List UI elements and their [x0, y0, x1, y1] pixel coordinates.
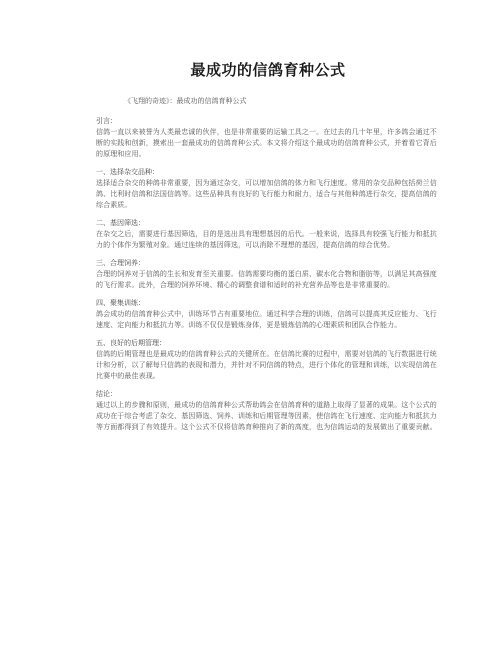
document-subtitle: 《飞翔的奇迹》：最成功的信鸽育种公式	[124, 97, 247, 105]
section-body: 信鸽的后期管理也是最成功的信鸽育种公式的关键所在。在信鸽比赛的过程中，需要对信鸽的飞行数据进行统计和分析，以了解每只信鸽的表现和潜力，并针对不同信鸽的特点，进行个体化的管理和训练，以实现信鸽在比赛中的最佳表现。	[96, 350, 437, 380]
section-body: 在杂交之后，需要进行基因筛选，目的是选出具有理想基因的后代。一般来说，选择具有较强飞行能力和抵抗力的个体作为繁殖对象。通过连续的基因筛选，可以消除不理想的基因，提高信鸽的综合优势。	[96, 230, 437, 249]
section-heading: 一、选择杂交品种：	[96, 168, 159, 176]
section-2	[96, 218, 438, 251]
section-3	[96, 258, 438, 291]
section-heading: 结论：	[96, 390, 117, 398]
subtitle-wrap	[96, 96, 438, 107]
document-title: 最成功的信鸽育种公式	[190, 61, 346, 79]
section-conclusion	[96, 389, 438, 433]
section-heading: 五、良好的后期管理：	[96, 339, 166, 347]
section-5	[96, 338, 438, 382]
section-1	[96, 167, 438, 211]
section-body: 信鸽一直以来被誉为人类最忠诚的伙伴，也是非常重要的运输工具之一。在过去的几十年里，许多鸽会通过不断的实践和创新，摸索出一套最成功的信鸽育种公式。本文将介绍这个最成功的信鸽育种公式，并着看它背后的原理和应用。	[96, 128, 437, 158]
section-body: 通过以上的步骤和原则，最成功的信鸽育种公式帮助鸽会在信鸽育种的道路上取得了显著的成果。这个公式的成功在于综合考虑了杂交、基因筛选、饲养、训练和后期管理等因素，使信鸽在飞行速度、定向能力和抵抗力等方面都得到了有效提升。这个公式不仅将信鸽育种推向了新的高度，也为信鸽运动的发展做出了重要贡献。	[96, 401, 437, 431]
section-heading: 四、聚集训练：	[96, 299, 145, 307]
section-heading: 三、合理饲养：	[96, 259, 145, 267]
section-intro	[96, 116, 438, 160]
section-heading: 引言：	[96, 117, 117, 125]
section-4	[96, 298, 438, 331]
section-body: 选择适合杂交的种鸽非常重要，因为通过杂交，可以增加信鸽的体力和飞行速度。常用的杂交品种包括荷兰信鸽、比利时信鸽和法国信鸽等。这些品种具有良好的飞行能力和耐力，适合与其他种鸽进行杂交，提高信鸽的综合素质。	[96, 179, 437, 209]
section-body: 合理的饲养对于信鸽的生长和发育至关重要。信鸽需要均衡的蛋白质、碳水化合物和脂肪等，以满足其高强度的飞行需求。此外，合理的饲养环境、精心的调整食谱和适时的补充营养品等也是非常重要的。	[96, 270, 437, 289]
section-heading: 二、基因筛选：	[96, 219, 145, 227]
document-content	[96, 96, 438, 433]
section-body: 鸽会成功的信鸽育种公式中，训练环节占有重要地位。通过科学合理的训练，信鸽可以提高其反应能力、飞行速度、定向能力和抵抗力等。训练不仅仅是锻炼身体，更是锻炼信鸽的心理素质和团队合作能力。	[96, 310, 437, 329]
